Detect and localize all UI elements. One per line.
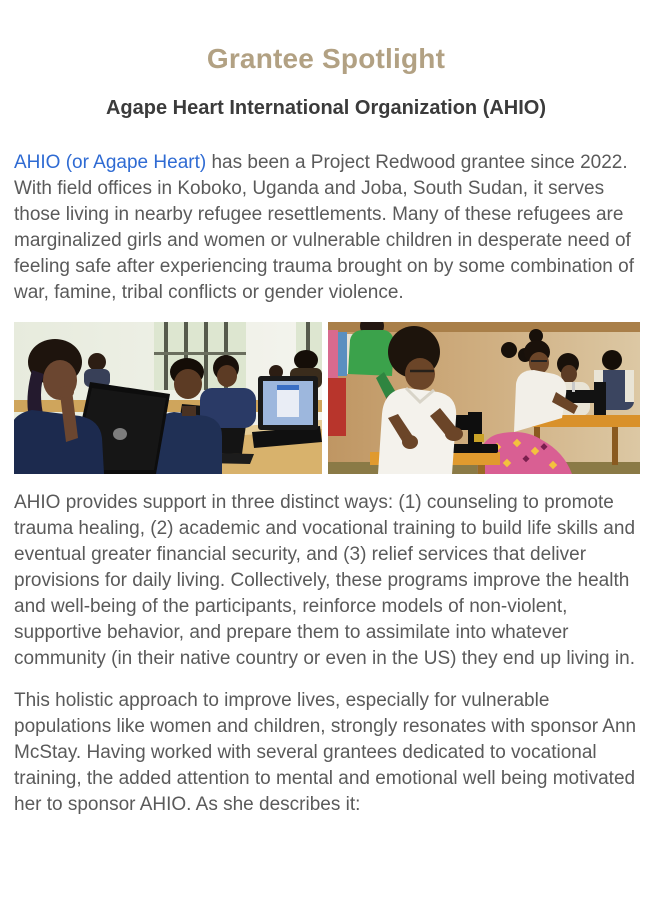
page-title: Grantee Spotlight — [206, 43, 446, 74]
page-subtitle: Agape Heart International Organization (AHIO) — [105, 97, 547, 119]
sewing-training-photo — [328, 322, 640, 474]
photo-row — [14, 322, 638, 474]
intro-paragraph-text: has been a Project Redwood grantee since 2022. With field offices in Koboko, Uganda and Joba, South Sudan, it serves those living in nearby refugee resettlements. Many of these refugees are marginalized girls and women or vulnerable children in desperate need of feeling safe after experiencing trauma brought on by some combination of war, famine, tribal conflicts or gender violence. — [14, 152, 634, 303]
support-paragraph: AHIO provides support in three distinct ways: (1) counseling to promote trauma healing, (2) academic and vocational training to build life skills and eventual greater financial security, and (3) relief services that deliver provisions for daily living. Collectively, these programs improve the health and well-being of the participants, reinforce models of non-violent, supportive behavior, and prepare them to assimilate into whatever community (in their native country or even in the US) they end up living in. — [14, 492, 636, 669]
newsletter-page — [0, 42, 652, 917]
computer-training-photo — [14, 322, 322, 474]
laptop-screen-visible — [252, 376, 322, 448]
holistic-paragraph: This holistic approach to improve lives, especially for vulnerable populations like women and children, strongly resonates with sponsor Ann McStay. Having worked with several grantees dedicated to vocational training, the added attention to mental and emotional well being motivated her to sponsor AHIO. As she describes it: — [14, 690, 637, 815]
ahio-link[interactable]: AHIO (or Agape Heart) — [14, 152, 207, 173]
intro-paragraph — [14, 150, 638, 306]
